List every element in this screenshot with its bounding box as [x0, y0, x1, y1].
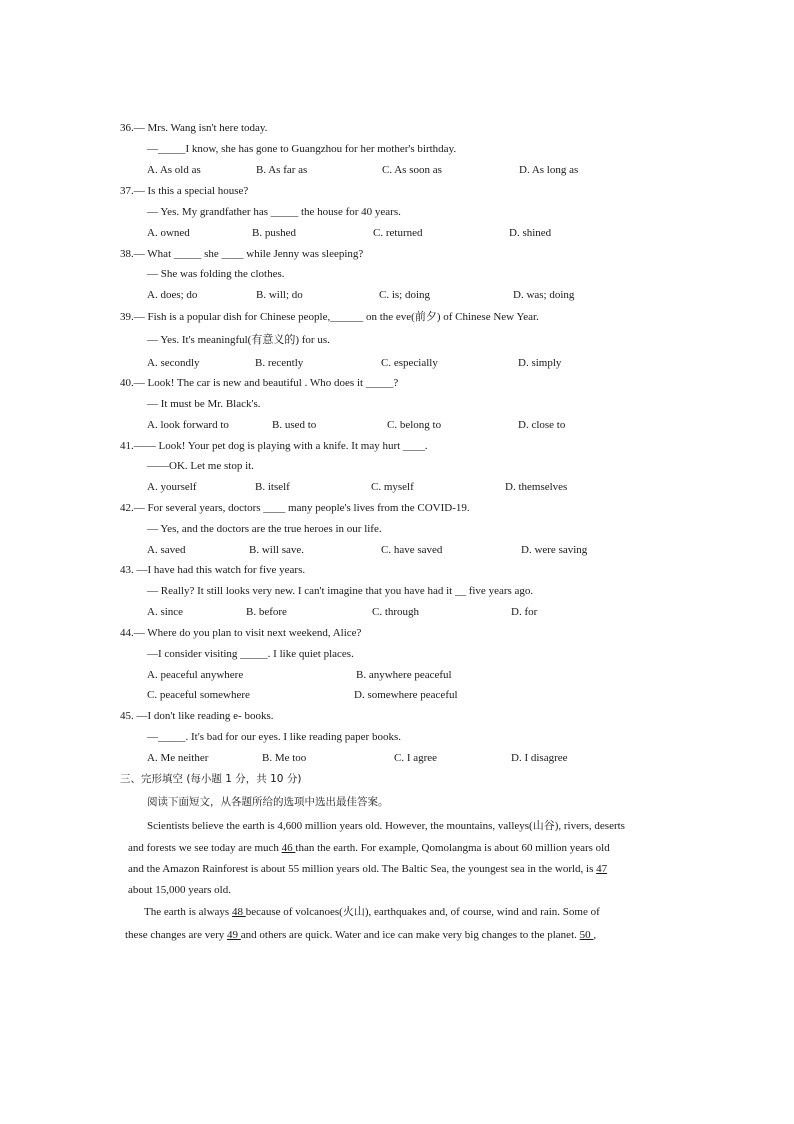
question-42: 42.— For several years, doctors ____ many people's lives from the COVID-19. — [120, 502, 470, 514]
option-45-c: C. I agree — [394, 752, 438, 764]
option-43-d: D. for — [511, 606, 538, 618]
passage-text: and forests we see today are much — [128, 842, 282, 854]
question-45: 45. —I don't like reading e- books. — [120, 710, 274, 722]
passage-text: and the Amazon Rainforest is about 55 million years old. The Baltic Sea, the youngest sea in the world, is — [128, 863, 597, 875]
option-41-d: D. themselves — [505, 481, 568, 493]
question-38: 38.— What _____ she ____ while Jenny was sleeping? — [120, 248, 364, 260]
option-36-d: D. As long as — [519, 164, 579, 176]
question-40: 40.— Look! The car is new and beautiful . Who does it _____? — [120, 377, 399, 389]
option-41-b: B. itself — [255, 481, 290, 493]
response-38: — She was folding the clothes. — [147, 268, 285, 280]
passage-line-4: about 15,000 years old. — [128, 884, 231, 896]
option-42-c: C. have saved — [381, 544, 443, 556]
blank-48: 48 — [231, 906, 246, 918]
question-43: 43. —I have had this watch for five years. — [120, 564, 306, 576]
option-40-b: B. used to — [272, 419, 317, 431]
passage-text: these changes are very — [125, 929, 228, 941]
response-41: ——OK. Let me stop it. — [147, 460, 254, 472]
option-36-a: A. As old as — [147, 164, 201, 176]
option-44-a: A. peaceful anywhere — [147, 669, 244, 681]
response-44: —I consider visiting _____. I like quiet places. — [147, 648, 354, 660]
option-44-d: D. somewhere peaceful — [354, 689, 458, 701]
option-39-c: C. especially — [381, 357, 438, 369]
option-38-d: D. was; doing — [513, 289, 575, 301]
option-37-b: B. pushed — [252, 227, 296, 239]
option-43-b: B. before — [246, 606, 287, 618]
option-42-b: B. will save. — [249, 544, 304, 556]
option-43-c: C. through — [372, 606, 420, 618]
option-44-c: C. peaceful somewhere — [147, 689, 250, 701]
option-45-b: B. Me too — [262, 752, 307, 764]
option-37-a: A. owned — [147, 227, 190, 239]
option-41-c: C. myself — [371, 481, 414, 493]
option-36-c: C. As soon as — [382, 164, 442, 176]
option-41-a: A. yourself — [147, 481, 197, 493]
option-39-a: A. secondly — [147, 357, 200, 369]
section-heading: 三、完形填空 (每小题 1 分，共 10 分) — [120, 773, 302, 785]
response-36: —_____I know, she has gone to Guangzhou for her mother's birthday. — [147, 143, 457, 155]
option-44-b: B. anywhere peaceful — [356, 669, 452, 681]
option-40-a: A. look forward to — [147, 419, 229, 431]
blank-49: 49 — [227, 929, 241, 941]
passage-line-5 — [144, 905, 600, 919]
response-45: —_____. It's bad for our eyes. I like reading paper books. — [147, 731, 401, 743]
response-37: — Yes. My grandfather has _____ the house for 40 years. — [147, 206, 401, 218]
option-42-a: A. saved — [147, 544, 186, 556]
passage-text: than the earth. For example, Qomolangma is about 60 million years old — [295, 842, 610, 854]
blank-50: 50 — [579, 929, 594, 941]
passage-text: because of volcanoes(火山), earthquakes and, of course, wind and rain. Some of — [245, 906, 600, 918]
passage-line-3 — [128, 862, 607, 876]
option-38-b: B. will; do — [256, 289, 303, 301]
question-39: 39.— Fish is a popular dish for Chinese people,______ on the eve(前夕) of Chinese New Year. — [120, 311, 539, 323]
response-42: — Yes, and the doctors are the true heroes in our life. — [147, 523, 382, 535]
option-37-d: D. shined — [509, 227, 552, 239]
option-40-d: D. close to — [518, 419, 566, 431]
option-45-d: D. I disagree — [511, 752, 568, 764]
option-45-a: A. Me neither — [147, 752, 209, 764]
option-43-a: A. since — [147, 606, 184, 618]
question-36: 36.— Mrs. Wang isn't here today. — [120, 122, 268, 134]
option-39-b: B. recently — [255, 357, 304, 369]
passage-line-1: Scientists believe the earth is 4,600 million years old. However, the mountains, valleys(山谷), rivers, deserts — [147, 820, 625, 832]
passage-line-2 — [128, 841, 610, 855]
option-42-d: D. were saving — [521, 544, 588, 556]
blank-47: 47 — [596, 863, 608, 875]
passage-line-6 — [125, 928, 596, 942]
question-37: 37.— Is this a special house? — [120, 185, 249, 197]
option-36-b: B. As far as — [256, 164, 308, 176]
response-39: — Yes. It's meaningful(有意义的) for us. — [147, 334, 330, 346]
passage-text: , — [593, 929, 597, 941]
option-38-a: A. does; do — [147, 289, 198, 301]
question-41: 41.—— Look! Your pet dog is playing with a knife. It may hurt ____. — [120, 440, 428, 452]
passage-text: and others are quick. Water and ice can make very big changes to the planet. — [240, 929, 580, 941]
option-37-c: C. returned — [373, 227, 423, 239]
passage-text: The earth is always — [144, 906, 232, 918]
option-38-c: C. is; doing — [379, 289, 431, 301]
option-39-d: D. simply — [518, 357, 562, 369]
option-40-c: C. belong to — [387, 419, 442, 431]
question-44: 44.— Where do you plan to visit next weekend, Alice? — [120, 627, 362, 639]
blank-46: 46 — [281, 842, 296, 854]
section-instruction: 阅读下面短文，从各题所给的选项中选出最佳答案。 — [147, 796, 389, 808]
response-40: — It must be Mr. Black's. — [147, 398, 261, 410]
response-43: — Really? It still looks very new. I can't imagine that you have had it __ five years ago. — [147, 585, 534, 597]
